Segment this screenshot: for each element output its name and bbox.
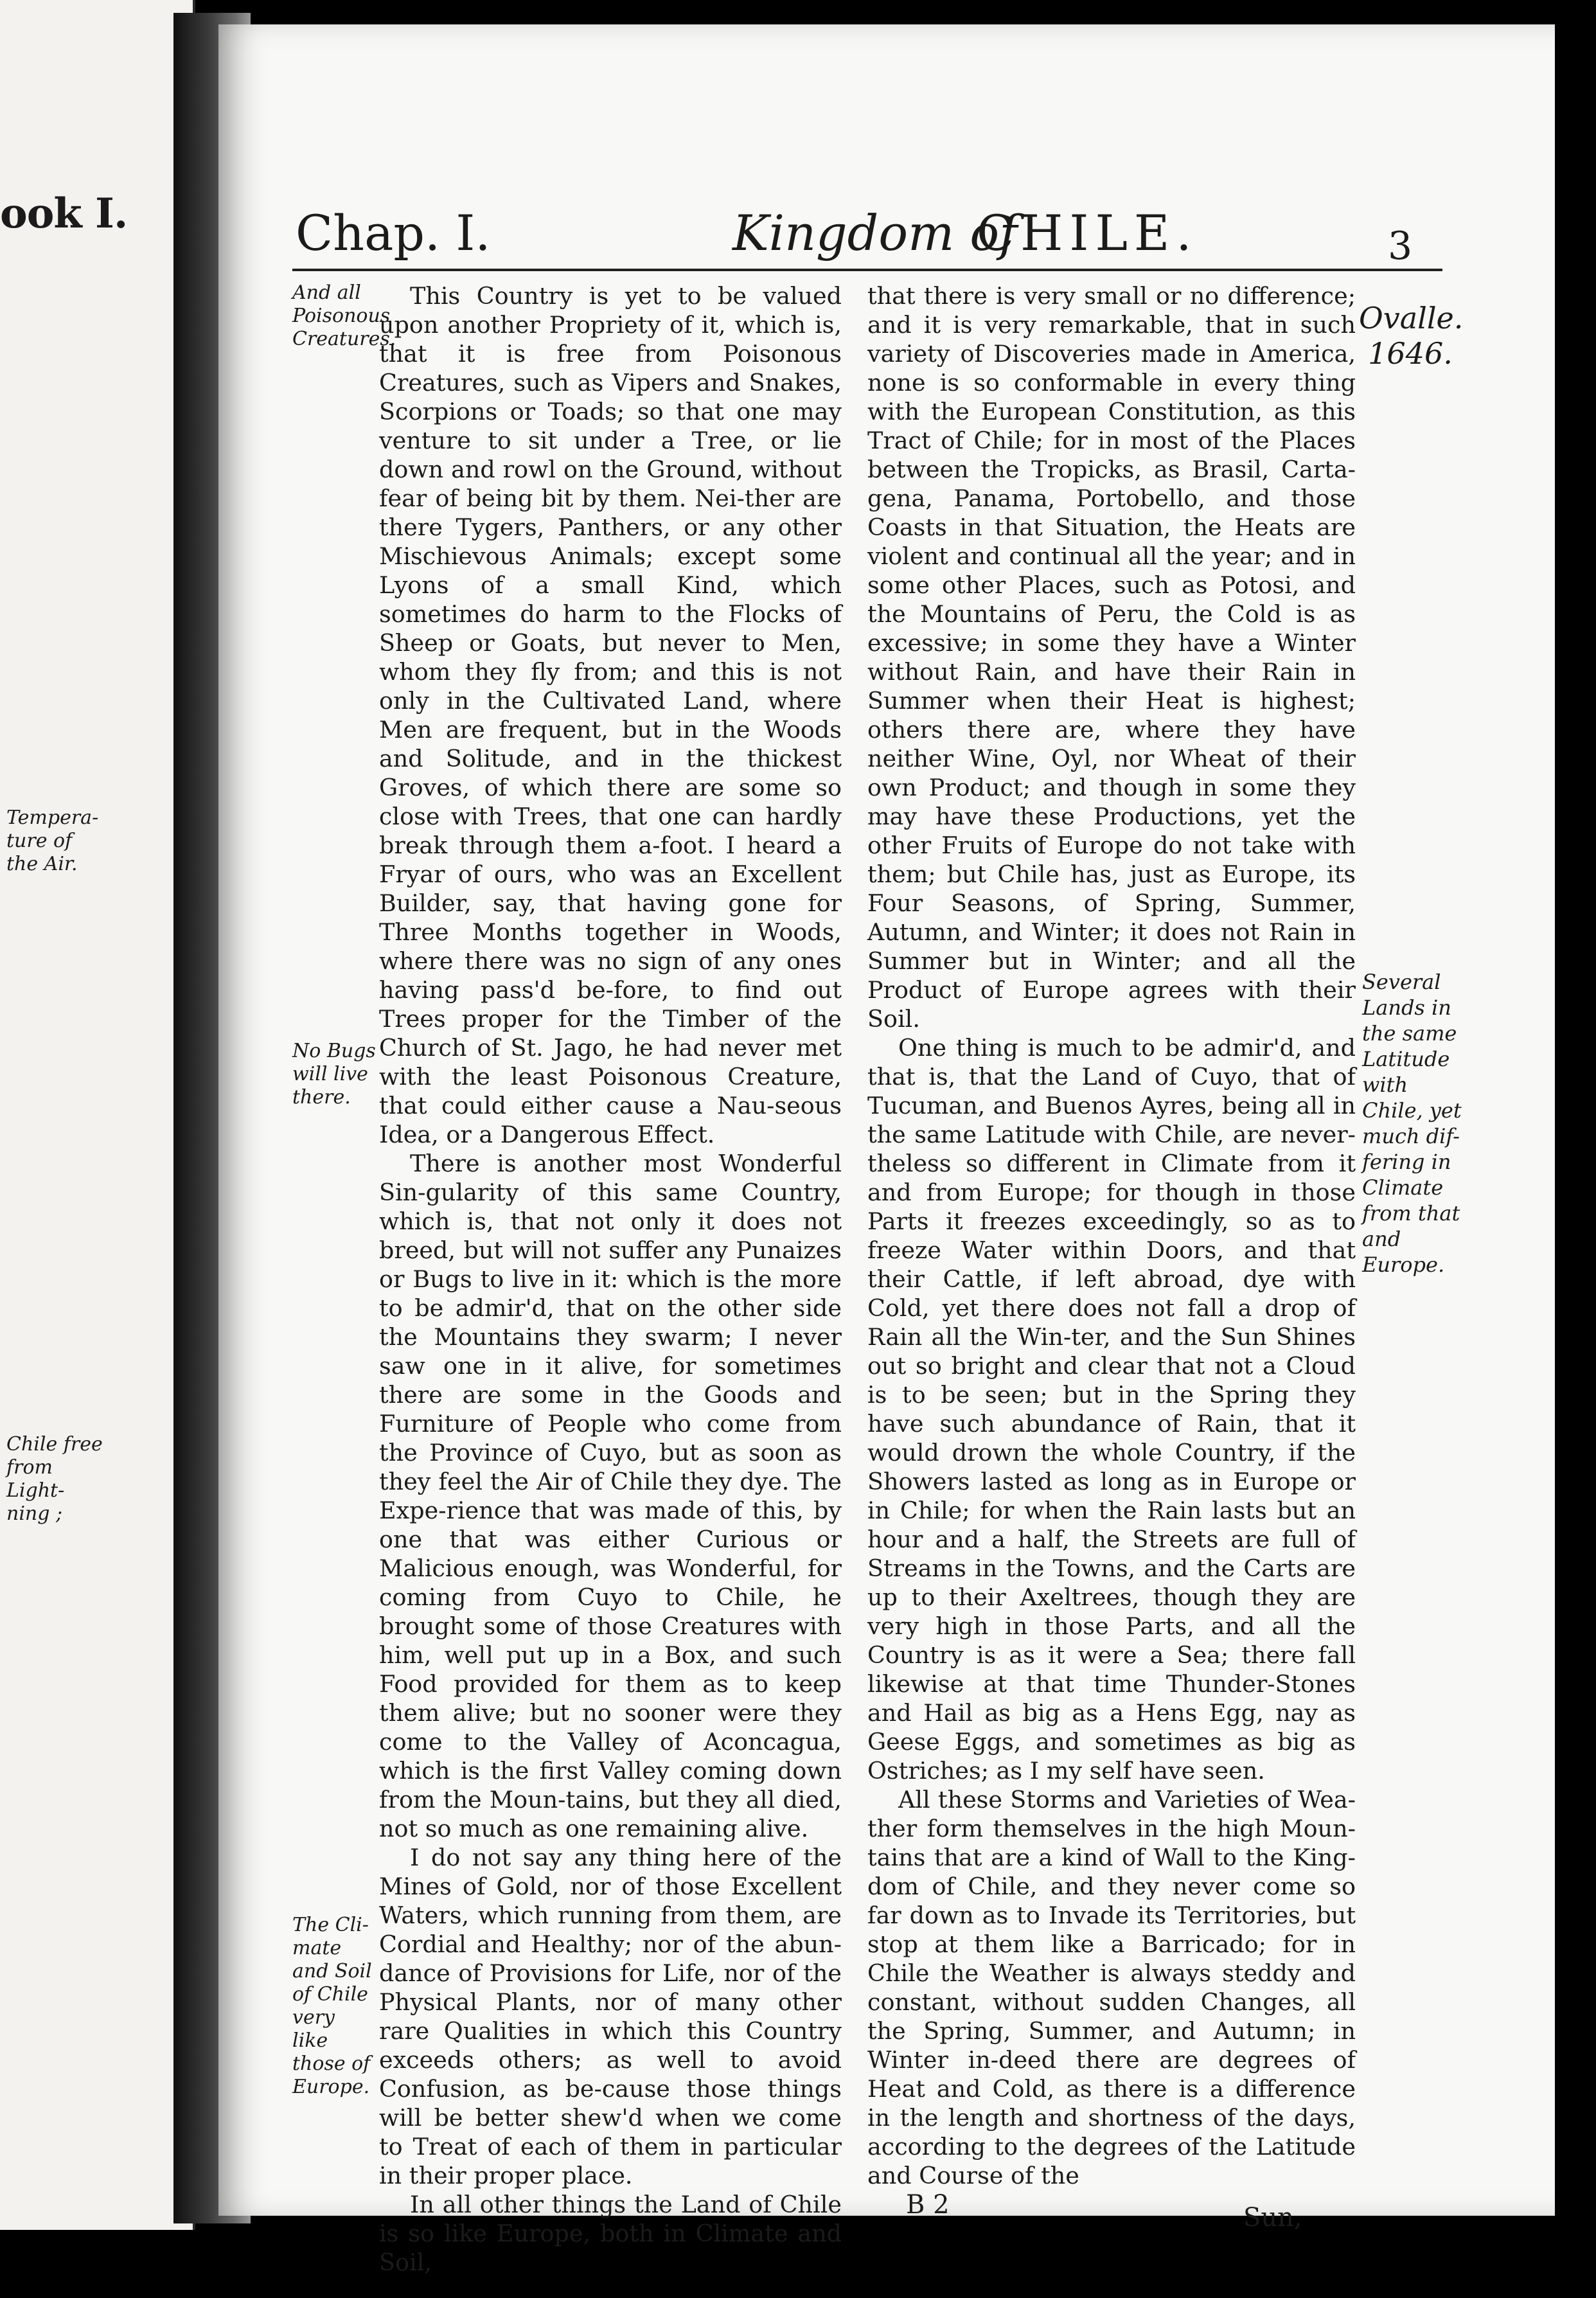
running-header xyxy=(296,204,1452,269)
chapter-label: Chap. I. xyxy=(296,204,491,262)
paragraph: that there is very small or no difference; and it is very remarkable, that in such variety of Discoveries made in America, none is so conformable in every thing with the European Constitution, as this Tract of Chile; for in most of the Places between the Tropicks, as Brasil, Carta-gena, Panama, Portobello, and those Coasts in that Situation, the Heats are violent and continual all the year; and in some other Places, such as Potosi, and the Mountains of Peru, the Cold is as excessive; in some they have a Winter without Rain, and have their Rain in Summer when their Heat is highest; others there are, where they have neither Wine, Oyl, nor Wheat of their own Product; and though in some they may have these Productions, yet the other Fruits of Europe do not take with them; but Chile has, just as Europe, its Four Seasons, of Spring, Summer, Autumn, and Winter; it does not Rain in Summer but in Winter; and all the Product of Europe agrees with their Soil. xyxy=(867,282,1356,1033)
author-year: 1646. xyxy=(1368,336,1453,371)
title-caps: CHILE. xyxy=(977,204,1198,262)
margin-note-climate: The Cli-mate and Soil of Chile very like those of Europe. xyxy=(292,1914,372,2098)
book-page xyxy=(218,24,1555,2276)
margin-note-bugs: No Bugs will live there. xyxy=(292,1040,376,1109)
margin-note-temperature: Tempera-ture of the Air. xyxy=(6,806,99,875)
paragraph: I do not say any thing here of the Mines of Gold, nor of those Excellent Waters, which running from them, are Cordial and Healthy; nor of the abun-dance of Provisions for Life, nor of the Physical Plants, nor of many other rare Qualities in which this Country exceeds others; as well to avoid Confusion, as be-cause those things will be better shew'd when we come to Treat of each of them in particular in their proper place. xyxy=(379,1844,842,2189)
text-column-left xyxy=(379,281,842,2277)
margin-note-lightning: Chile free from Light-ning ; xyxy=(6,1433,103,1525)
title-italic: Kingdom of xyxy=(732,204,1018,262)
paragraph: In all other things the Land of Chile is so like Europe, both in Climate and Soil, xyxy=(379,2191,842,2276)
page-number: 3 xyxy=(1388,224,1413,269)
left-running-head: ook I. xyxy=(0,190,128,238)
author-name: Ovalle. xyxy=(1359,301,1464,335)
catchword: Sun, xyxy=(1243,2203,1302,2232)
signature-mark: B 2 xyxy=(906,2190,950,2220)
left-page xyxy=(0,0,195,2230)
margin-note-poisonous: And all Poisonous Creatures. xyxy=(292,281,396,350)
header-rule xyxy=(292,269,1442,271)
paragraph: All these Storms and Varieties of Wea-ther form themselves in the high Moun-tains that are a kind of Wall to the King-dom of Chile, and they never come so far down as to Invade its Territories, but stop at them like a Barricado; for in Chile the Weather is always steddy and constant, without sudden Changes, all the Spring, Summer, and Autumn; in Winter in-deed there are degrees of Heat and Cold, as there is a difference in the length and shortness of the days, according to the degrees of the Latitude and Course of the xyxy=(867,1786,1356,2189)
text-column-right xyxy=(867,281,1356,2190)
margin-note-several-lands: Several Lands in the same Latitude with Chile, yet much dif-fering in Climate from that and Europe. xyxy=(1362,970,1462,1277)
paragraph: One thing is much to be admir'd, and that is, that the Land of Cuyo, that of Tucuman, and Buenos Ayres, being all in the same Latitude with Chile, are never-theless so different in Climate from it and from Europe; for though in those Parts it freezes exceedingly, so as to freeze Water within Doors, and that their Cattle, if left abroad, dye with Cold, yet there does not fall a drop of Rain all the Win-ter, and the Sun Shines out so bright and clear that not a Cloud is to be seen; but in the Spring they have such abundance of Rain, that it would drown the whole Country, if the Showers lasted as long as in Europe or in Chile; for when the Rain lasts but an hour and a half, the Streets are full of Streams in the Towns, and the Carts are up to their Axeltrees, though they are very high in those Parts, and all the Country is as it were a Sea; there fall likewise at that time Thunder-Stones and Hail as big as a Hens Egg, nay as Geese Eggs, and sometimes as big as Ostriches; as I my self have seen. xyxy=(867,1034,1356,1785)
paragraph: This Country is yet to be valued upon another Propriety of it, which is, that it is free from Poisonous Creatures, such as Vipers and Snakes, Scorpions or Toads; so that one may venture to sit under a Tree, or lie down and rowl on the Ground, without fear of being bit by them. Nei-ther are there Tygers, Panthers, or any other Mischievous Animals; except some Lyons of a small Kind, which sometimes do harm to the Flocks of Sheep or Goats, but never to Men, whom they fly from; and this is not only in the Cultivated Land, where Men are frequent, but in the Woods and Solitude, and in the thickest Groves, of which there are some so close with Trees, that one can hardly break through them a-foot. I heard a Fryar of ours, who was an Excellent Builder, say, that having gone for Three Months together in Woods, where there was no sign of any ones having pass'd be-fore, to find out Trees proper for the Timber of the Church of St. Jago, he had never met with the least Poisonous Creature, that could either cause a Nau-seous Idea, or a Dangerous Effect. xyxy=(379,282,842,1148)
paragraph: There is another most Wonderful Sin-gularity of this same Country, which is, that not only it does not breed, but will not suffer any Punaizes or Bugs to live in it: which is the more to be admir'd, that on the other side the Mountains they swarm; I never saw one in it alive, for sometimes there are some in the Goods and Furniture of People who come from the Province of Cuyo, but as soon as they feel the Air of Chile they dye. The Expe-rience that was made of this, by one that was either Curious or Malicious enough, was Wonderful, for coming from Cuyo to Chile, he brought some of those Creatures with him, well put up in a Box, and such Food provided for them as to keep them alive; but no sooner were they come to the Valley of Aconcagua, which is the first Valley coming down from the Moun-tains, but they all died, not so much as one remaining alive. xyxy=(379,1150,842,1842)
margin-author xyxy=(1359,301,1462,371)
